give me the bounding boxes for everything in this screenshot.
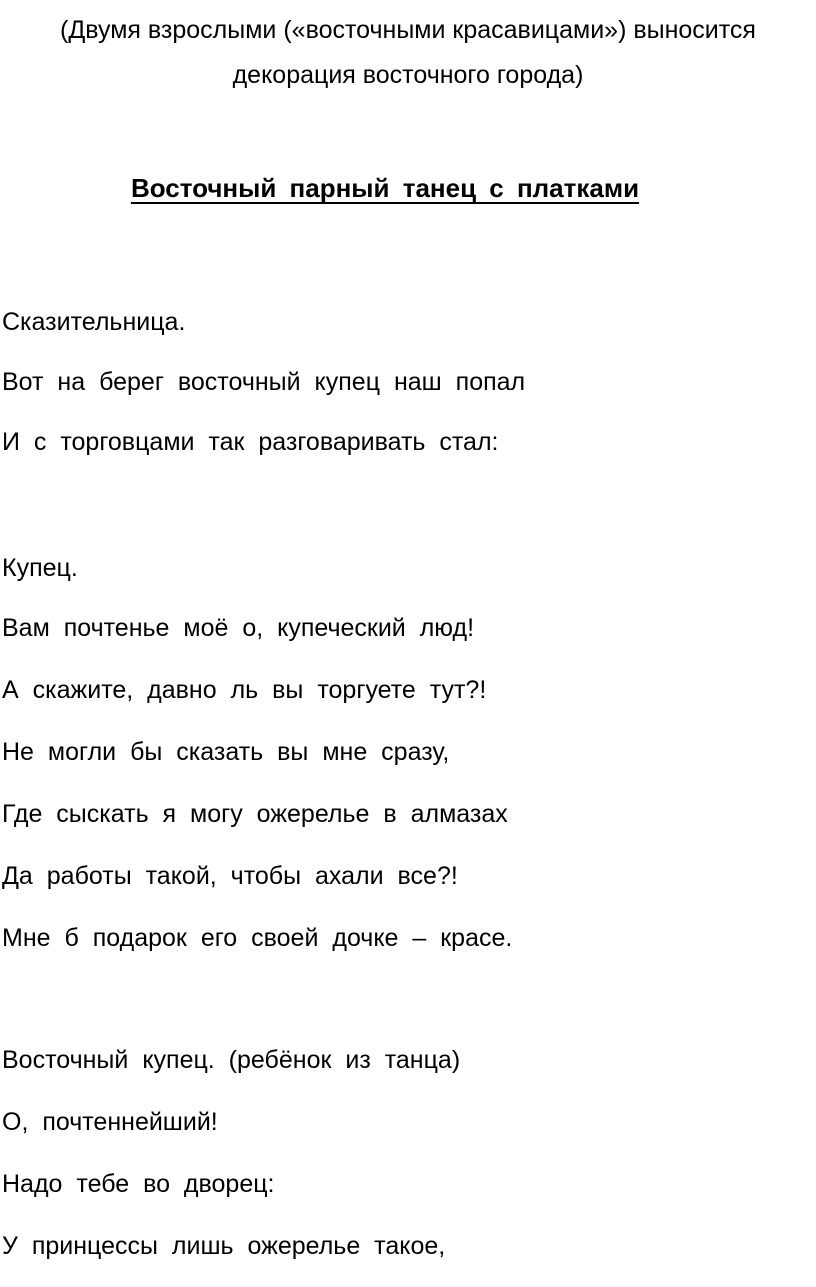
verse-line: Где сыскать я могу ожерелье в алмазах	[2, 800, 508, 828]
verse-line: О, почтеннейший!	[2, 1108, 218, 1136]
stage-direction-line-2: декорация восточного города)	[232, 61, 584, 89]
verse-line: Мне б подарок его своей дочке – красе.	[2, 924, 513, 952]
dance-title-text: Восточный парный танец с платками	[130, 173, 640, 203]
dance-title	[0, 168, 770, 208]
speaker-eastern-merchant: Восточный купец. (ребёнок из танца)	[2, 1046, 461, 1074]
speaker-merchant: Купец.	[2, 554, 78, 582]
verse-line: У принцессы лишь ожерелье такое,	[2, 1232, 446, 1260]
verse-line: Вот на берег восточный купец наш попал	[2, 368, 526, 396]
verse-line: Да работы такой, чтобы ахали все?!	[2, 862, 458, 890]
stage-direction	[0, 8, 816, 98]
verse-line: И с торговцами так разговаривать стал:	[2, 428, 499, 456]
verse-line: Надо тебе во дворец:	[2, 1170, 275, 1198]
verse-line: Вам почтенье моё о, купеческий люд!	[2, 614, 475, 642]
verse-line: Не могли бы сказать вы мне сразу,	[2, 738, 450, 766]
speaker-narrator: Сказительница.	[2, 308, 186, 336]
stage-direction-line-1: (Двумя взрослыми («восточными красавицами») выносится	[60, 16, 756, 44]
verse-line: А скажите, давно ль вы торгуете тут?!	[2, 676, 487, 704]
